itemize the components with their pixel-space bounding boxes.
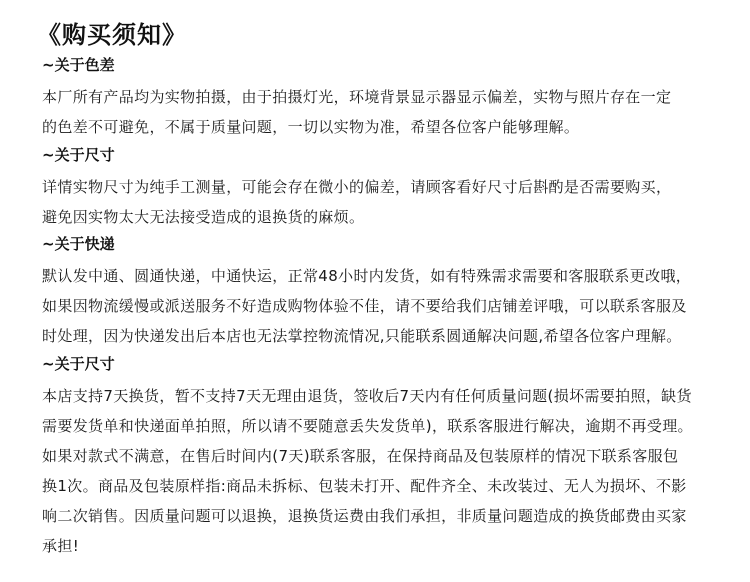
section-heading: ~关于尺寸 — [42, 355, 115, 373]
section-body — [42, 381, 722, 561]
body-line: 的色差不可避免，不属于质量问题，一切以实物为准，希望各位客户能够理解。 — [42, 118, 580, 136]
section-heading: ~关于快递 — [42, 235, 115, 253]
body-line: 详情实物尺寸为纯手工测量，可能会存在微小的偏差，请顾客看好尺寸后斟酌是否需要购买， — [42, 178, 672, 196]
body-line: 需要发货单和快递面单拍照，所以请不要随意丢失发货单)，联系客服进行解决，逾期不再受理。 — [42, 417, 693, 435]
section-returns — [42, 353, 722, 561]
section-body — [42, 172, 722, 232]
section-body — [42, 82, 722, 142]
section-heading: ~关于尺寸 — [42, 146, 115, 164]
body-line: 如果对款式不满意，在售后时间内(7天)联系客服，在保持商品及包装原样的情况下联系客服包 — [42, 447, 679, 465]
body-line: 本店支持7天换货，暂不支持7天无理由退货，签收后7天内有任何质量问题(损坏需要拍照，缺货 — [42, 387, 692, 405]
body-line: 响二次销售。因质量问题可以退换，退换货运费由我们承担，非质量问题造成的换货邮费由买家 — [42, 507, 687, 525]
body-line: 承担! — [42, 537, 80, 555]
body-line: 默认发中通、圆通快递，中通快运，正常48小时内发货，如有特殊需求需要和客服联系更改哦， — [42, 267, 692, 285]
body-line: 本厂所有产品均为实物拍摄，由于拍摄灯光，环境背景显示器显示偏差，实物与照片存在一定 — [42, 88, 672, 106]
section-heading: ~关于色差 — [42, 56, 115, 74]
body-line: 换1次。商品及包装原样指:商品未拆标、包装未打开、配件齐全、未改装过、无人为损坏、不影 — [42, 477, 687, 495]
section-size — [42, 144, 722, 232]
body-line: 时处理，因为快递发出后本店也无法掌控物流情况,只能联系圆通解决问题,希望各位客户理解。 — [42, 327, 682, 345]
body-line: 避免因实物太大无法接受造成的退换货的麻烦。 — [42, 208, 365, 226]
section-body — [42, 261, 722, 351]
page-title: 《购买须知》 — [37, 21, 187, 49]
section-color-difference — [42, 54, 722, 142]
section-shipping — [42, 233, 722, 351]
body-line: 如果因物流缓慢或派送服务不好造成购物体验不佳，请不要给我们店铺差评哦，可以联系客服及 — [42, 297, 687, 315]
